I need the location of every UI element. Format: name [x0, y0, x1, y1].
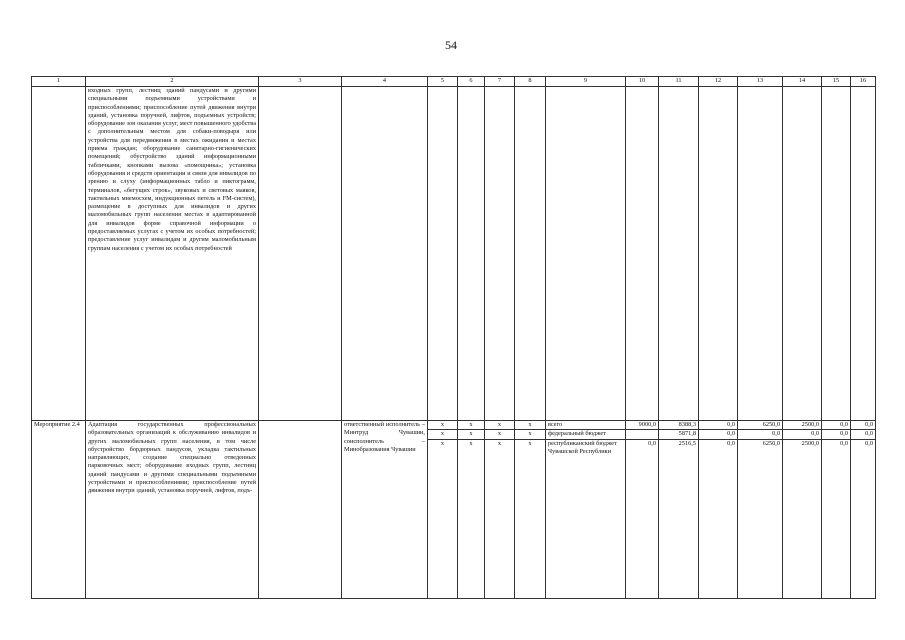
cell-c8: x [515, 430, 546, 439]
cell-c8: x [515, 439, 546, 598]
cell-c6: x [458, 421, 485, 430]
empty-cell [626, 87, 659, 421]
cell-c10 [626, 430, 659, 439]
continuation-row [32, 87, 876, 421]
col-header: 2 [86, 77, 259, 87]
col-header: 7 [485, 77, 515, 87]
empty-cell [783, 87, 822, 421]
measure-row-total [32, 421, 876, 430]
empty-cell [738, 87, 783, 421]
cell-c11: 2516,5 [659, 439, 699, 598]
empty-cell [659, 87, 699, 421]
empty-cell [259, 87, 342, 421]
col-header: 8 [515, 77, 546, 87]
funding-source: республиканский бюджет Чувашской Республики [546, 439, 626, 598]
measure-executor: ответственный исполнитель – Минтруд Чувашии, соисполнитель – Минобразования Чувашии [342, 421, 428, 599]
col-header: 9 [546, 77, 626, 87]
cell-c5: x [428, 430, 458, 439]
program-table [31, 76, 876, 599]
col-header: 12 [699, 77, 738, 87]
cell-c15: 0,0 [822, 430, 851, 439]
empty-cell [699, 87, 738, 421]
measure-description: Адаптация государственных профессиональных образовательных организаций к обслуживанию инвалидов и других маломобильных групп населения, в том числе обустройство бордюрных пандусов, укладка тактильных направляющих, создание специально отведенных парковочных мест; оборудование входных групп, лестниц зданий пандусами и другими специальными подъемными устройствами и приспособлениями; приспособление путей движения внутри зданий, установка поручней, лифтов, подъ- [86, 421, 259, 599]
col-header: 10 [626, 77, 659, 87]
empty-cell [515, 87, 546, 421]
empty-cell [259, 421, 342, 599]
empty-cell [546, 87, 626, 421]
col-header: 5 [428, 77, 458, 87]
col-header: 3 [259, 77, 342, 87]
funding-source: федеральный бюджет [546, 430, 626, 439]
cell-c6: x [458, 430, 485, 439]
cell-c16: 0,0 [851, 439, 876, 598]
col-header: 14 [783, 77, 822, 87]
cell-c12: 0,0 [699, 439, 738, 598]
cell-c7: x [485, 439, 515, 598]
cell-c12: 0,0 [699, 430, 738, 439]
page-number: 54 [445, 38, 457, 52]
cell-c7: x [485, 430, 515, 439]
empty-cell [428, 87, 458, 421]
cell-c15: 0,0 [822, 421, 851, 430]
empty-cell [342, 87, 428, 421]
empty-cell [485, 87, 515, 421]
col-header: 16 [851, 77, 876, 87]
col-header: 4 [342, 77, 428, 87]
cell-c8: x [515, 421, 546, 430]
cell-c7: x [485, 421, 515, 430]
cell-c5: x [428, 421, 458, 430]
cell-c13: 6250,0 [738, 421, 783, 430]
cell-c11: 5871,8 [659, 430, 699, 439]
column-number-row [32, 77, 876, 87]
col-header: 11 [659, 77, 699, 87]
cell-c16: 0,0 [851, 430, 876, 439]
continuation-description: входных групп, лестниц зданий пандусами и другими специальными подъемными устройствами и приспособлениями; приспособление путей движения внутри зданий, установка поручней, лифтов, подъемных устройств; оборудование зон оказания услуг, мест повышенного удобства с дополнительным местом для собаки-поводыря или устройства для передвижения в местах ожидания и местах приема граждан; оборудование санитарно-гигиенических помещений; обустройство зданий информационными табличками, кнопками вызова «помощника»; установка оборудования и средств ориентации и связи для инвалидов по зрению и слуху (информационных табло и пиктограмм, терминалов, «бегущих строк», звуковых и световых маяков, тактильных мнемосхем, индукционных петель и FM-систем), размещение в доступных для инвалидов и других маломобильных групп населения местах в адаптированной для инвалидов форме справочной информации о предоставляемых услугах с учетом их особых потребностей; предоставление услуг инвалидам и другим маломобильным группам населения с учетом их особых потребностей [86, 87, 259, 421]
funding-source: всего [546, 421, 626, 430]
empty-cell [458, 87, 485, 421]
cell-c13: 6250,0 [738, 439, 783, 598]
cell-c14: 0,0 [783, 430, 822, 439]
cell-c5: x [428, 439, 458, 598]
col-header: 6 [458, 77, 485, 87]
col-header: 15 [822, 77, 851, 87]
cell-c13: 0,0 [738, 430, 783, 439]
measure-code: Мероприятие 2.4 [32, 421, 86, 599]
col-header: 13 [738, 77, 783, 87]
empty-cell [822, 87, 851, 421]
measure-code-cell [32, 87, 86, 421]
col-header: 1 [32, 77, 86, 87]
cell-c6: x [458, 439, 485, 598]
empty-cell [851, 87, 876, 421]
cell-c10: 9000,0 [626, 421, 659, 430]
cell-c14: 2500,0 [783, 439, 822, 598]
cell-c14: 2500,0 [783, 421, 822, 430]
cell-c10: 0,0 [626, 439, 659, 598]
cell-c15: 0,0 [822, 439, 851, 598]
cell-c12: 0,0 [699, 421, 738, 430]
cell-c16: 0,0 [851, 421, 876, 430]
cell-c11: 8388,3 [659, 421, 699, 430]
